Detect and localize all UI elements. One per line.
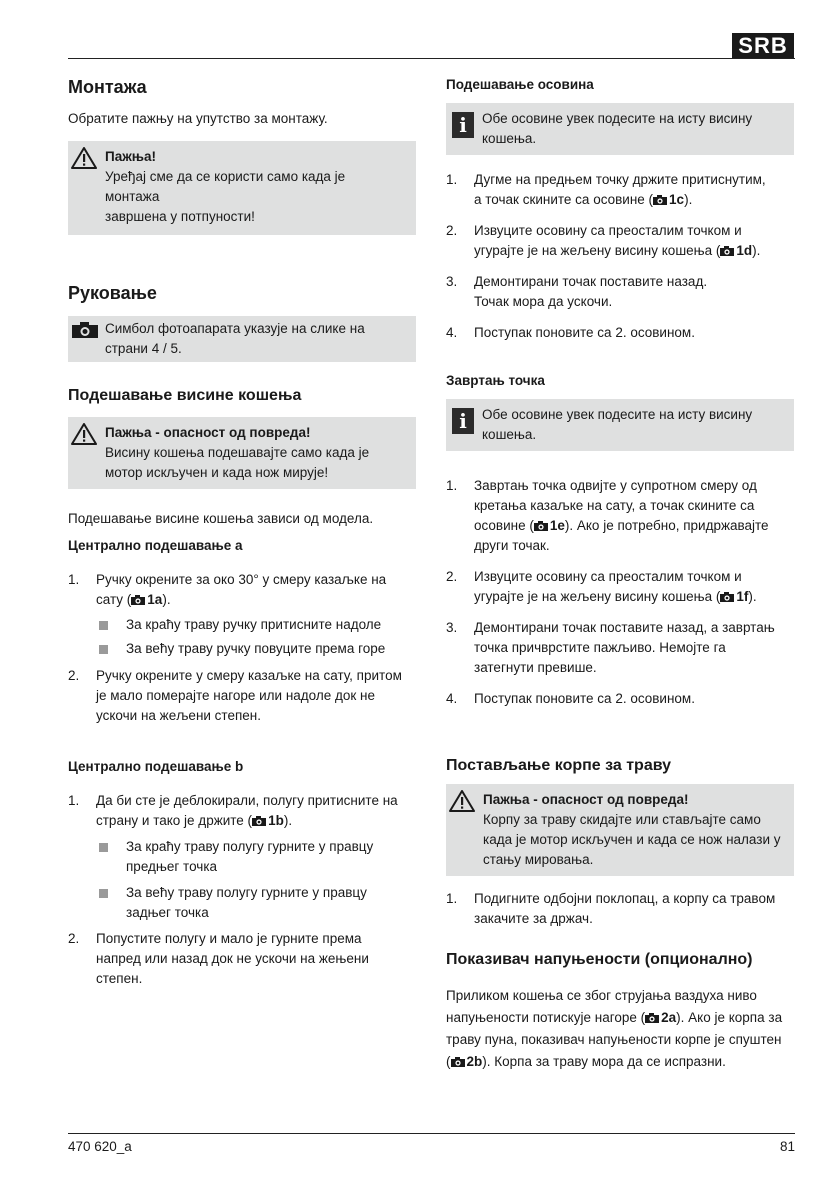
- figure-ref: 1b: [252, 813, 284, 828]
- step-item: 1. Подигните одбојни поклопац, а корпу са травом закачите за држач.: [446, 891, 776, 926]
- right-column: [446, 70, 794, 1073]
- warning-line: Висину кошења подешавајте само када је: [105, 445, 370, 460]
- page-number: 81: [779, 1139, 795, 1154]
- bullets-b: [96, 837, 416, 923]
- warning-title: Пажња - опасност од повреда!: [483, 792, 689, 807]
- warning-title: Пажња - опасност од повреда!: [105, 425, 311, 440]
- subsection-title-a: Централно подешавање а: [68, 538, 243, 553]
- subsection-title-b: Централно подешавање b: [68, 759, 244, 774]
- warning-line: Уређај сме да се користи само када је: [105, 169, 346, 184]
- figure-ref: 1e: [534, 518, 565, 533]
- section-title-visina: Подешавање висине кошења: [68, 387, 302, 404]
- section-title-osovine: Подешавање осовина: [446, 77, 594, 92]
- camera-note-line: Симбол фотоапарата указује на слике на: [105, 321, 365, 336]
- step-item: 1. Дугме на предњем точку држите притиснутим, а точак скините са осовине ( 1c).: [446, 172, 766, 207]
- camera-icon: [252, 816, 266, 826]
- warning-title: Пажња!: [105, 149, 157, 164]
- camera-icon: [534, 521, 548, 531]
- figure-ref: 1c: [653, 192, 684, 207]
- steps-b-2: [68, 929, 416, 989]
- pokazivac-paragraph: Приликом кошења се због струјања ваздуха ниво напуњености потискује нагоре ( 2a). Ако је корпа за траву пуна, показивач напуњености корпе је спуштен ( 2b). Корпа за траву мора да се испразни.: [446, 988, 783, 1069]
- camera-icon: [720, 246, 734, 256]
- info-icon: i: [452, 112, 474, 138]
- warning-icon: [449, 789, 475, 813]
- camera-icon: [720, 592, 734, 602]
- montaza-text: Обратите пажњу на упутство за монтажу.: [68, 111, 328, 126]
- section-title-korpa: Постављање корпе за траву: [446, 757, 672, 774]
- steps-a-2: [68, 666, 416, 726]
- steps-a: [68, 570, 416, 610]
- step-item: 2. Извуците осовину са преосталим точком и угурајте је на жељену висину кошења ( 1f).: [446, 569, 757, 604]
- language-badge: SRB: [732, 33, 794, 59]
- figure-ref: 1d: [720, 243, 752, 258]
- steps-zavrtanj: [446, 476, 794, 709]
- warning-line: завршена у потпуности!: [105, 209, 255, 224]
- step-item: 2. Извуците осовину са преосталим точком и угурајте је на жељену висину кошења ( 1d).: [446, 223, 761, 258]
- step-item: 4. Поступак поновите са 2. осовином.: [446, 691, 695, 706]
- camera-icon: [451, 1057, 465, 1067]
- section-title-rukovanje: Руковање: [68, 283, 157, 303]
- warning-icon: [71, 146, 97, 170]
- warning-box-visina: [68, 417, 416, 489]
- section-title-pokazivac: Показивач напуњености (опционално): [446, 951, 753, 968]
- section-title-montaza: Монтажа: [68, 77, 147, 97]
- camera-icon: [645, 1013, 659, 1023]
- warning-box-montaza: [68, 141, 416, 235]
- bullets-a: [96, 615, 416, 659]
- step-item: 3. Демонтирани точак поставите назад. Точак мора да ускочи.: [446, 274, 708, 309]
- warning-line: мотор искључен и када нож мирује!: [105, 465, 329, 480]
- warning-icon: [71, 422, 97, 446]
- camera-icon: [653, 195, 667, 205]
- visina-text: Подешавање висине кошења зависи од модела.: [68, 511, 374, 526]
- info-box-zavrtanj: i Обе осовине увек подесите на исту висину кошења.: [446, 399, 794, 451]
- warning-line: монтажа: [105, 189, 160, 204]
- steps-korpa: [446, 889, 794, 929]
- section-title-zavrtanj: Завртањ точка: [446, 373, 545, 388]
- camera-note-line: страни 4 / 5.: [105, 341, 182, 356]
- step-item: 2. Ручку окрените у смеру казаљке на сату, притом је мало померајте нагоре или надоле док не ускочи на жељени степен.: [68, 668, 402, 723]
- camera-icon: [72, 322, 98, 338]
- info-box-osovine: i Обе осовине увек подесите на исту висину кошења.: [446, 103, 794, 155]
- info-icon: i: [452, 408, 474, 434]
- step-item: 1. Завртањ точка одвијте у супротном смеру од кретања казаљке на сату, а точак скините са осовине ( 1e). Ако је потребно, придржавајте други точак.: [446, 478, 769, 553]
- figure-ref: 2b: [451, 1054, 483, 1069]
- camera-note-box: [68, 316, 416, 362]
- figure-ref: 1f: [720, 589, 748, 604]
- steps-b: [68, 791, 416, 831]
- left-column: [68, 70, 416, 989]
- step-item: 4. Поступак поновите са 2. осовином.: [446, 325, 695, 340]
- bullet-item: За већу траву полугу гурните у правцу задњег точка: [96, 883, 416, 923]
- step-item: 1. Ручку окрените за око 30° у смеру казаљке на сату ( 1a).: [68, 572, 387, 607]
- bullet-item: За већу траву ручку повуците према горе: [96, 639, 416, 659]
- bullet-item: За краћу траву полугу гурните у правцу предњег точка: [96, 837, 416, 877]
- bullet-item: За краћу траву ручку притисните надоле: [96, 615, 416, 635]
- steps-osovine: [446, 170, 794, 343]
- step-item: 2. Попустите полугу и мало је гурните према напред или назад док не ускочи на жењени степен.: [68, 931, 369, 986]
- warning-box-korpa: Пажња - опасност од повреда! Корпу за траву скидајте или стављајте само када је мотор искључен и када се нож налази у стању мировања.: [446, 784, 794, 876]
- figure-ref: 1a: [131, 592, 162, 607]
- step-item: 1. Да би сте је деблокирали, полугу притисните на страну и тако је држите ( 1b).: [68, 793, 398, 828]
- document-code: 470 620_a: [68, 1139, 132, 1154]
- footer-rule: [68, 1133, 795, 1134]
- camera-icon: [131, 595, 145, 605]
- figure-ref: 2a: [645, 1010, 676, 1025]
- header-rule: [68, 58, 795, 59]
- step-item: 3. Демонтирани точак поставите назад, а завртањ точка причврстите пажљиво. Немојте га затегнути превише.: [446, 620, 775, 675]
